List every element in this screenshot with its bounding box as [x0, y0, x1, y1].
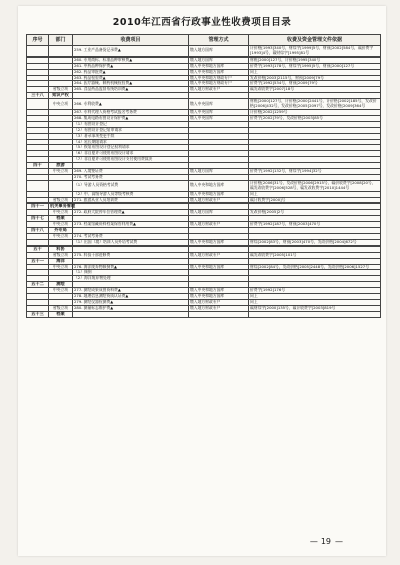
cell-item: 262. 药品审批费▲ — [73, 69, 189, 75]
cell-dept: 中央立项 — [49, 264, 73, 270]
cell-basis: 价费字[1992]187号，财预[2003]470号 — [249, 222, 381, 228]
cell-dept: 省级立项 — [49, 87, 73, 93]
header-seq: 序号 — [27, 35, 49, 46]
cell-mgmt: 缴入地方财政专户 — [189, 87, 249, 93]
cell-item: 263. 药品检验费▲ — [73, 75, 189, 81]
cell-dept: 外专局 — [49, 228, 73, 234]
cell-dept: 中央立项 — [49, 99, 73, 110]
cell-basis: 价费字[1992]132号，财综字[1994]32号 — [249, 169, 381, 175]
cell-dept — [49, 180, 73, 191]
cell-dept: 测绘 — [49, 282, 73, 288]
cell-seq: 三十八 — [27, 93, 49, 99]
cell-item: （2）布图设计登记复审请求 — [73, 127, 189, 133]
cell-basis: 价费字[1992]534号，财预[2009]79号 — [249, 81, 381, 87]
page-dash-left: — — [309, 537, 317, 546]
cell-dept: 科协 — [49, 246, 73, 252]
cell-mgmt: 缴入中央和地方国库 — [189, 294, 249, 300]
cell-basis: 价费字[1992]176号 — [249, 288, 381, 294]
cell-item: （1）导游人员资格考试费 — [73, 180, 189, 191]
cell-item: 270. 考试考务费 — [73, 174, 189, 180]
cell-mgmt: 缴入中央和地方国库 — [189, 288, 249, 294]
cell-mgmt: 缴入中央国库 — [189, 109, 249, 115]
cell-item: 278. 地理信息测绘资质认证费▲ — [73, 294, 189, 300]
cell-mgmt: 缴入地方国库 — [189, 57, 249, 63]
document-page — [18, 6, 386, 556]
cell-basis: 同上 — [249, 299, 381, 305]
cell-basis: 赣发改收费字[2005]101号 — [249, 252, 381, 258]
cell-item: （2）海洋废弃物处理 — [73, 276, 189, 282]
header-basis: 收费及资金管理文件依据 — [249, 35, 381, 46]
table-row — [27, 99, 381, 110]
cell-basis: 同上 — [249, 294, 381, 300]
header-mgmt: 管理方式 — [189, 35, 249, 46]
cell-dept: 省级立项 — [49, 197, 73, 203]
cell-basis — [249, 311, 381, 317]
cell-dept: 机关事务管理 — [50, 203, 76, 209]
cell-item: （7）非自愿许可使用布图设计支付使用费裁决 — [73, 157, 189, 163]
section-row — [27, 311, 381, 317]
table-row — [27, 305, 381, 311]
cell-mgmt: 缴入地方财政专户 — [189, 222, 249, 228]
cell-dept: 档案 — [49, 216, 73, 222]
cell-mgmt: 缴入地方国库 — [189, 210, 249, 216]
cell-item: 268. 集成电路布图设计保护费▲ — [73, 115, 189, 121]
cell-item — [73, 311, 189, 317]
cell-item: 279. 测绘仪器检测费▲ — [73, 299, 189, 305]
cell-mgmt: 缴入中央和地方国库 — [189, 264, 249, 270]
cell-mgmt: 缴入中央国库 — [189, 99, 249, 110]
cell-basis: 财综[2002]84号，发改价格[2005]2448号，发改价格[2006]1527号 — [249, 264, 381, 270]
cell-item: （3）著录事项变更手续 — [73, 133, 189, 139]
cell-item: （1）布图设计登记 — [73, 121, 189, 127]
cell-item: （1）倾倒 — [73, 270, 189, 276]
cell-dept: 省级立项 — [49, 305, 73, 311]
cell-item: 267. 专利代理人资格考试报名考务费 — [73, 109, 189, 115]
cell-seq: 四十一 — [27, 204, 49, 210]
cell-seq — [27, 99, 49, 110]
cell-mgmt: 缴入地方财政专户 — [189, 299, 249, 305]
table-row — [27, 180, 381, 191]
cell-seq: 五十二 — [27, 282, 49, 288]
cell-seq: 五十一 — [27, 258, 49, 264]
cell-dept: 中央立项 — [49, 222, 73, 228]
cell-basis: 财税[2000]127号，计价格[2000]2441号，计价格[2002]185号，发改价格[2006]432号，发改价格[2005]2097号，发改价格[2009]364号 — [249, 99, 381, 110]
cell-item: （6）非自愿许可使用布图设计请求 — [73, 151, 189, 157]
table-row — [27, 239, 381, 245]
cell-dept: 省级立项 — [49, 252, 73, 258]
cell-basis: 计价格[1993]340号，财综字[1999]5号，财预[2002]584号，赣价费字[1993]4号，赣财综字[1995]81号 — [249, 46, 381, 57]
cell-basis: 财综[2002]83号，财预[2003]470号，发改价格[2004]672号 — [249, 239, 381, 245]
cell-dept: 旅游 — [49, 163, 73, 169]
cell-dept: 档案 — [49, 311, 73, 317]
cell-mgmt: 缴入中央国库 — [189, 115, 249, 121]
cell-dept: 海洋 — [49, 258, 73, 264]
cell-basis: 赣计收费字[2000]号 — [249, 197, 381, 203]
cell-item: （2）中、高级导游人员等级考核费 — [73, 191, 189, 197]
cell-basis: 价费字[2002]79号，发改价格[2003]85号 — [249, 115, 381, 121]
cell-seq: 五十三 — [27, 311, 49, 317]
cell-seq — [27, 46, 49, 57]
cell-mgmt: 缴入地方财政专户 — [189, 305, 249, 311]
cell-item: 264. 医疗器械、制药机械检验费▲ — [73, 81, 189, 87]
cell-basis: 计价格[2006]31号，发改价格[2006]2915号，赣价收费字[2008]20号，赣发改收费字[2006]528号，赣发改收费字[2010]1444号 — [249, 180, 381, 191]
cell-mgmt: 缴入中央和地方财政专户 — [189, 81, 249, 87]
fee-table — [26, 34, 381, 318]
cell-dept: 中央立项 — [49, 234, 73, 240]
cell-mgmt — [189, 311, 249, 317]
cell-mgmt: 缴入中央和地方国库 — [189, 63, 249, 69]
cell-basis: 价费字[1993]178号，财综字[1995]5号，财预[2000]127号 — [249, 63, 381, 69]
cell-dept: 中央立项 — [49, 288, 73, 294]
page-title: 2010年江西省行政事业性收费项目目录 — [112, 17, 292, 28]
cell-item: 273. 档案馆藏资料档案保管利用费▲ — [73, 222, 189, 228]
cell-basis: 发改价格[2005]2号 — [249, 210, 381, 216]
cell-seq: 四十 — [27, 163, 49, 169]
cell-mgmt: 缴入中央和地方国库 — [189, 69, 249, 75]
cell-item: 275. 科技干部进修费 — [73, 252, 189, 258]
page-dash-right: — — [335, 537, 342, 546]
cell-mgmt: 缴入中央和地方国库 — [189, 239, 249, 245]
cell-mgmt: 缴入中央和地方国库 — [189, 191, 249, 197]
cell-item: 277. 测绘成果成图资料费▲ — [73, 288, 189, 294]
cell-item: 271. 旅游从业人员培训费 — [73, 197, 189, 203]
cell-basis: 赣财综字[2000]135号，赣计收费字[2003]819号 — [249, 305, 381, 311]
cell-item: 265. 食品药品监督系统培训费▲ — [73, 87, 189, 93]
cell-seq — [27, 180, 49, 191]
cell-item: （5）恢复布图设计登记权利请求 — [73, 145, 189, 151]
table-row — [27, 46, 381, 57]
cell-mgmt: 缴入地方财政专户 — [189, 252, 249, 258]
cell-mgmt: 缴入地方国库 — [189, 169, 249, 175]
cell-basis: 同上 — [249, 191, 381, 197]
header-item: 收费项目 — [73, 35, 189, 46]
cell-dept: 中央立项 — [49, 210, 73, 216]
cell-mgmt: 缴入地方财政专户 — [189, 197, 249, 203]
cell-item: （4）延长期限请求 — [73, 139, 189, 145]
cell-item: （1）出国（境）培训人员外语考试费 — [73, 239, 189, 245]
cell-basis: 赣发改收费字[2007]18号 — [249, 87, 381, 93]
page-number — [306, 537, 346, 546]
cell-mgmt: 缴入中央和地方国库 — [189, 180, 249, 191]
cell-item: 261. 中药品种保护费▲ — [73, 63, 189, 69]
cell-basis: 计价格[2002]1259号 — [249, 109, 381, 115]
header-dept: 部门 — [49, 35, 73, 46]
cell-basis: 财税[2000]127号，计价格[1995]340号 — [249, 57, 381, 63]
table-header-row — [27, 35, 381, 46]
cell-item: 260. 专用商标、标准品种审核费▲ — [73, 57, 189, 63]
cell-dept: 中央立项 — [49, 169, 73, 175]
cell-basis: 发改价格[2003]2115号，财预[2009]79号 — [249, 75, 381, 81]
cell-item: 259. 工业产品备货记录费▲ — [73, 46, 189, 57]
cell-dept — [49, 46, 73, 57]
cell-seq: 四十八 — [27, 228, 49, 234]
cell-item: 266. 专利收费▲ — [73, 99, 189, 110]
cell-dept: 知识产权 — [49, 93, 73, 99]
page-number-value: 19 — [320, 537, 331, 546]
cell-mgmt: 缴入中央和地方财政专户 — [189, 75, 249, 81]
cell-seq: 五十 — [27, 246, 49, 252]
cell-item: 272. 政府大院停车位管理费▲ — [73, 210, 189, 216]
cell-seq: 四十七 — [27, 216, 49, 222]
cell-item: 269. 入境签证费 — [73, 169, 189, 175]
cell-item: 280. 测量标志维护费▲ — [73, 305, 189, 311]
table-body — [27, 46, 381, 318]
cell-mgmt: 缴入地方国库 — [189, 46, 249, 57]
cell-item: 276. 海洋废弃物倾倒费▲ — [73, 264, 189, 270]
cell-basis: 同上 — [249, 69, 381, 75]
cell-item: 274. 考试考务费 — [73, 234, 189, 240]
